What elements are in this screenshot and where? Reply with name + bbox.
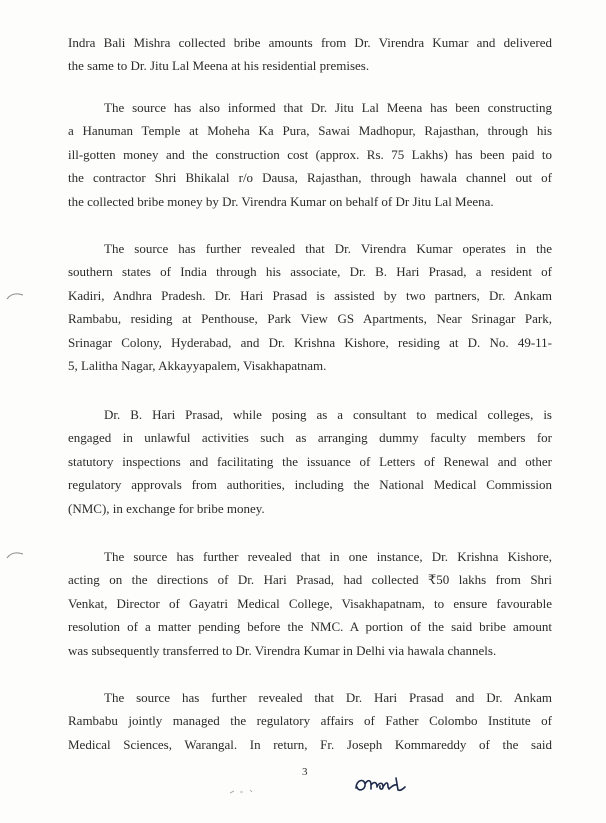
text-line: resolution of a matter pending before the NMC. A portion of the said bribe amount <box>68 619 552 635</box>
signature-icon <box>352 772 408 796</box>
text-line: The source has also informed that Dr. Jitu Lal Meena has been constructing <box>104 100 552 115</box>
paragraph-continuation <box>68 31 552 78</box>
text-line: Srinagar Colony, Hyderabad, and Dr. Krishna Kishore, residing at D. No. 49-11- <box>68 334 552 350</box>
text-line: Indra Bali Mishra collected bribe amounts from Dr. Virendra Kumar and delivered <box>68 35 552 50</box>
stray-pencil-mark <box>228 786 268 796</box>
text-line: Rambabu jointly managed the regulatory affairs of Father Colombo Institute of <box>68 713 552 729</box>
text-line: Medical Sciences, Warangal. In return, Fr. Joseph Kommareddy of the said <box>68 736 552 752</box>
text-line: Venkat, Director of Gayatri Medical College, Visakhapatnam, to ensure favourable <box>68 595 552 611</box>
text-line: the same to Dr. Jitu Lal Meena at his residential premises. <box>68 58 370 74</box>
text-line: a Hanuman Temple at Moheha Ka Pura, Sawai Madhopur, Rajasthan, through his <box>68 123 552 139</box>
text-line: The source has further revealed that Dr. Virendra Kumar operates in the <box>104 241 552 256</box>
text-line: Rambabu, residing at Penthouse, Park View GS Apartments, Near Srinagar Park, <box>68 311 552 327</box>
paragraph-colombo-institute <box>68 686 552 756</box>
text-line: ill-gotten money and the construction cost (approx. Rs. 75 Lakhs) has been paid to <box>68 146 552 162</box>
text-line: Dr. B. Hari Prasad, while posing as a consultant to medical colleges, is <box>104 407 552 422</box>
margin-tick-mark-icon <box>6 292 24 300</box>
text-line: The source has further revealed that in one instance, Dr. Krishna Kishore, <box>104 549 552 564</box>
text-line: regulatory approvals from authorities, including the National Medical Commission <box>68 477 552 493</box>
text-line: The source has further revealed that Dr. Hari Prasad and Dr. Ankam <box>104 690 552 705</box>
paragraph-temple-construction <box>68 96 552 213</box>
paragraph-gayatri-instance <box>68 545 552 662</box>
text-line: statutory inspections and facilitating the issuance of Letters of Renewal and other <box>68 453 552 469</box>
paragraph-consultant-activities <box>68 403 552 520</box>
text-line: engaged in unlawful activities such as arranging dummy faculty members for <box>68 430 552 446</box>
page-number: 3 <box>302 766 308 778</box>
text-line: 5, Lalitha Nagar, Akkayyapalem, Visakhapatnam. <box>68 358 327 374</box>
text-line: southern states of India through his associate, Dr. B. Hari Prasad, a resident of <box>68 264 552 280</box>
text-line: acting on the directions of Dr. Hari Prasad, had collected ₹50 lakhs from Shri <box>68 572 552 588</box>
text-line: was subsequently transferred to Dr. Virendra Kumar in Delhi via hawala channels. <box>68 642 497 658</box>
text-line: the contractor Shri Bhikalal r/o Dausa, Rajasthan, through hawala channel out of <box>68 170 552 186</box>
paragraph-southern-associates <box>68 237 552 377</box>
text-line: the collected bribe money by Dr. Virendra Kumar on behalf of Dr Jitu Lal Meena. <box>68 193 494 209</box>
text-line: Kadiri, Andhra Pradesh. Dr. Hari Prasad is assisted by two partners, Dr. Ankam <box>68 287 552 303</box>
margin-tick-mark-icon <box>6 551 24 559</box>
text-line: (NMC), in exchange for bribe money. <box>68 500 265 516</box>
